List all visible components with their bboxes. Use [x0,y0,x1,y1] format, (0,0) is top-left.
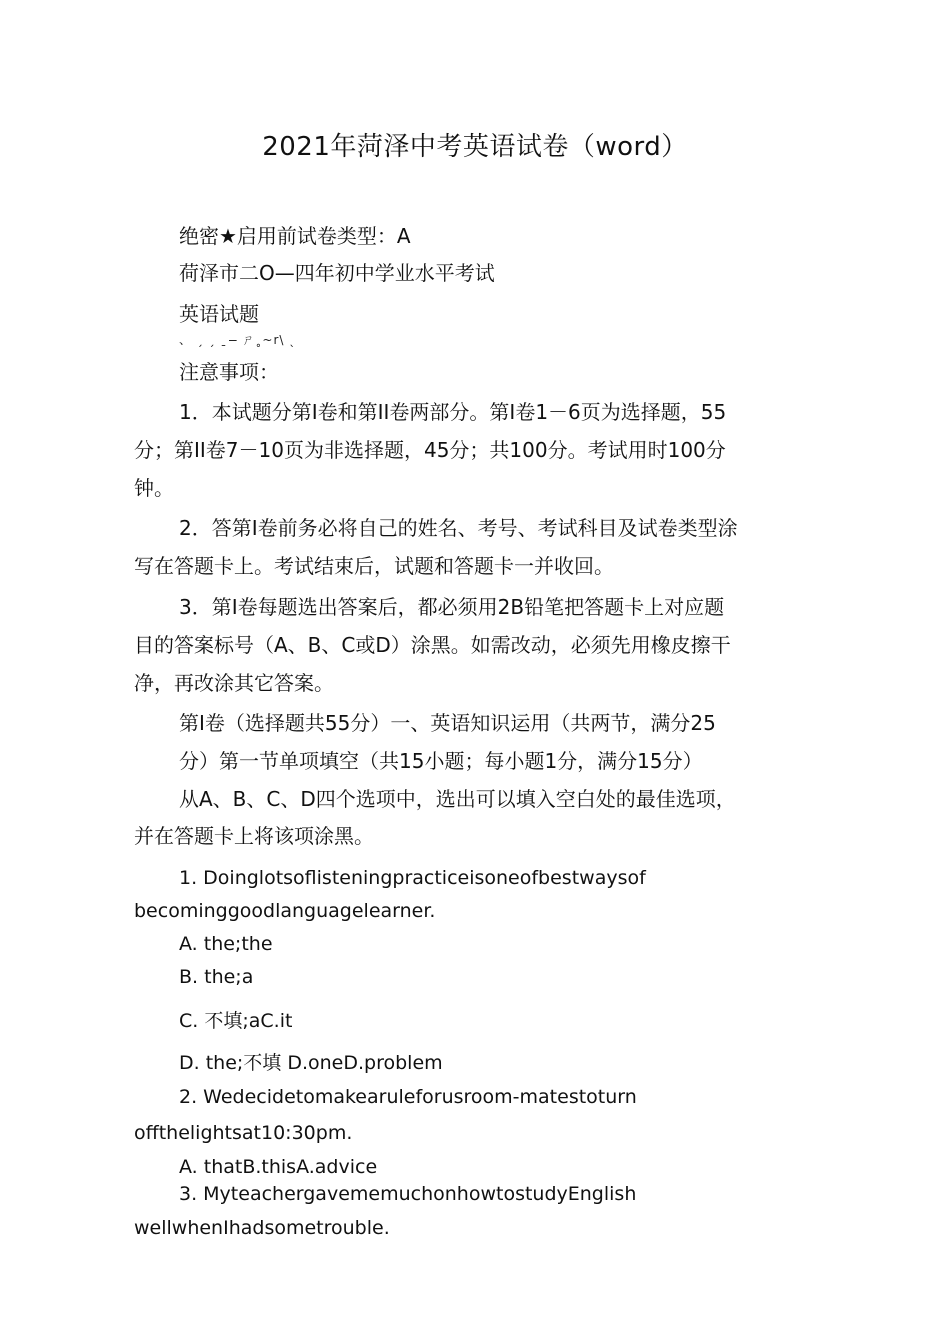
instruction-line-1: 从A、B、C、D四个选项中，选出可以填入空白处的最佳选项， [179,787,736,811]
note-2-line-2: 写在答题卡上。考试结束后，试题和答题卡一并收回。 [134,554,614,578]
note-3-line-3: 净，再改涂其它答案。 [134,671,334,695]
question-2-line-1: 2. Wedecidetomakearuleforusroom-matestoturn [179,1086,637,1108]
note-1-line-2: 分；第II卷7－10页为非选择题，45分；共100分。考试用时100分 [134,438,726,462]
section-line-1: 第I卷（选择题共55分）一、英语知识运用（共两节，满分25 [179,711,716,735]
note-1-line-3: 钟。 [134,476,174,500]
section-line-2: 分）第一节单项填空（共15小题；每小题1分，满分15分） [179,749,703,773]
option-a: A. the;the [179,933,273,955]
note-3-line-1: 3．第I卷每题选出答案后，都必须用2B铅笔把答题卡上对应题 [179,595,725,619]
question-2-options: A. thatB.thisA.advice [179,1156,378,1178]
scan-artifact: 、 ˏ ˏ ˍ -̶ ㄕ˳~r\ ˎ [179,333,297,347]
option-b: B. the;a [179,966,254,988]
question-3-line-2: wellwhenIhadsometrouble. [134,1217,390,1239]
note-2-line-1: 2．答第I卷前务必将自己的姓名、考号、考试科目及试卷类型涂 [179,516,738,540]
option-d: D. the;不填 D.oneD.problem [179,1052,443,1074]
question-3-line-1: 3. MyteachergavememuchonhowtostudyEnglish [179,1183,637,1205]
option-c: C. 不填;aC.it [179,1010,293,1032]
instruction-line-2: 并在答题卡上将该项涂黑。 [134,824,374,848]
notes-heading: 注意事项： [179,360,279,384]
note-3-line-2: 目的答案标号（A、B、C或D）涂黑。如需改动，必须先用橡皮擦干 [134,633,731,657]
question-1-line-1: 1. Doinglotsoflisteningpracticeisoneofbestwaysof [179,867,646,889]
question-2-line-2: offthelightsat10:30pm. [134,1122,353,1144]
note-1-line-1: 1．本试题分第I卷和第II卷两部分。第I卷1－6页为选择题，55 [179,400,727,424]
subject-line: 英语试题 [179,302,259,326]
document-title: 2021年菏泽中考英语试卷（word） [262,132,688,162]
confidential-line: 绝密★启用前试卷类型：A [179,224,411,248]
exam-name-line: 荷泽市二O—四年初中学业水平考试 [179,261,495,285]
question-1-line-2: becominggoodlanguagelearner. [134,900,436,922]
